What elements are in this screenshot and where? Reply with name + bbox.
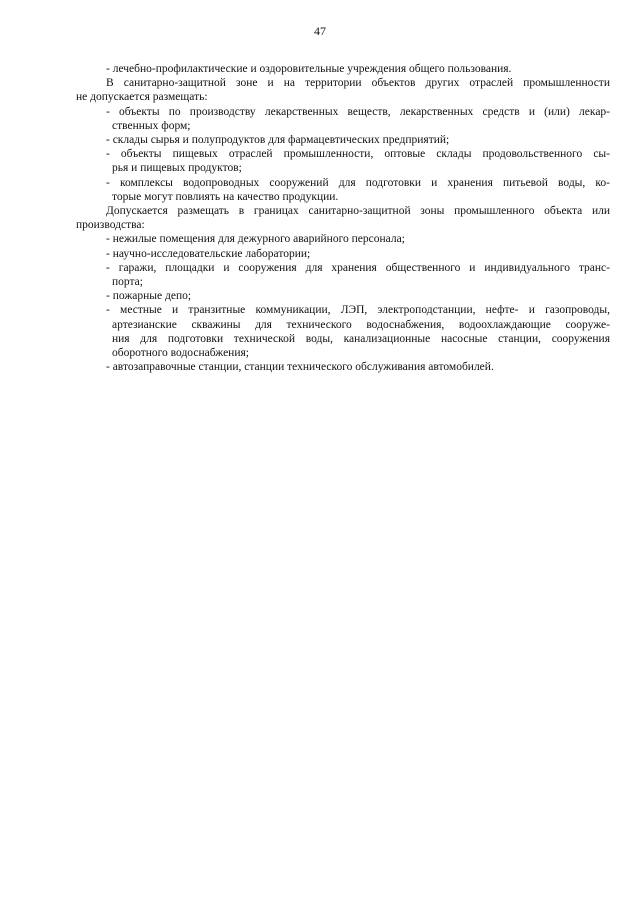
list-item — [76, 176, 610, 204]
list-item-line: - склады сырья и полупродуктов для фармацевтических предприятий; — [106, 134, 450, 147]
list-item-line: ственных форм; — [112, 119, 191, 132]
list-item-line: - нежилые помещения для дежурного аварийного персонала; — [106, 233, 405, 246]
list-item — [76, 360, 610, 374]
list-item-line: - автозаправочные станции, станции технического обслуживания автомобилей. — [106, 361, 494, 374]
paragraph — [76, 76, 610, 104]
list-item — [76, 303, 610, 360]
list-item-line: рья и пищевых продуктов; — [112, 162, 242, 175]
list-item-line: - объекты пищевых отраслей промышленности, оптовые склады продовольственного сы- — [106, 148, 610, 161]
list-item-line: оборотного водоснабжения; — [112, 347, 249, 360]
list-item-line: ния для подготовки технической воды, канализационные насосные станции, сооружения — [112, 332, 610, 345]
list-item-line: - пожарные депо; — [106, 290, 192, 303]
paragraph-line: В санитарно-защитной зоне и на территории объектов других отраслей промышленности — [106, 77, 610, 90]
list-item — [76, 247, 610, 261]
document-body — [76, 62, 610, 374]
paragraph-line: производства: — [76, 219, 145, 232]
paragraph — [76, 204, 610, 232]
list-item-line: артезианские скважины для технического водоснабжения, водоохлаждающие сооруже- — [112, 318, 610, 331]
list-item — [76, 147, 610, 175]
list-item-line: - лечебно-профилактические и оздоровительные учреждения общего пользования. — [106, 63, 512, 75]
list-item-line: - научно-исследовательские лаборатории; — [106, 247, 311, 260]
list-item — [76, 62, 610, 76]
list-item — [76, 232, 610, 246]
list-item-line: - местные и транзитные коммуникации, ЛЭП, электроподстанции, нефте- и газопроводы, — [106, 304, 610, 317]
list-item-line: порта; — [112, 276, 143, 289]
list-item — [76, 261, 610, 289]
list-item — [76, 105, 610, 133]
list-item — [76, 133, 610, 147]
list-item — [76, 289, 610, 303]
paragraph-line: не допускается размещать: — [76, 91, 208, 104]
paragraph-line: Допускается размещать в границах санитарно-защитной зоны промышленного объекта или — [106, 205, 610, 218]
list-item-line: - объекты по производству лекарственных веществ, лекарственных средств и (или) лекар- — [106, 105, 610, 118]
list-item-line: - гаражи, площадки и сооружения для хранения общественного и индивидуального транс- — [106, 261, 610, 274]
list-item-line: - комплексы водопроводных сооружений для подготовки и хранения питьевой воды, ко- — [106, 176, 610, 189]
list-item-line: торые могут повлиять на качество продукции. — [112, 190, 339, 203]
page-number: 47 — [314, 24, 326, 38]
